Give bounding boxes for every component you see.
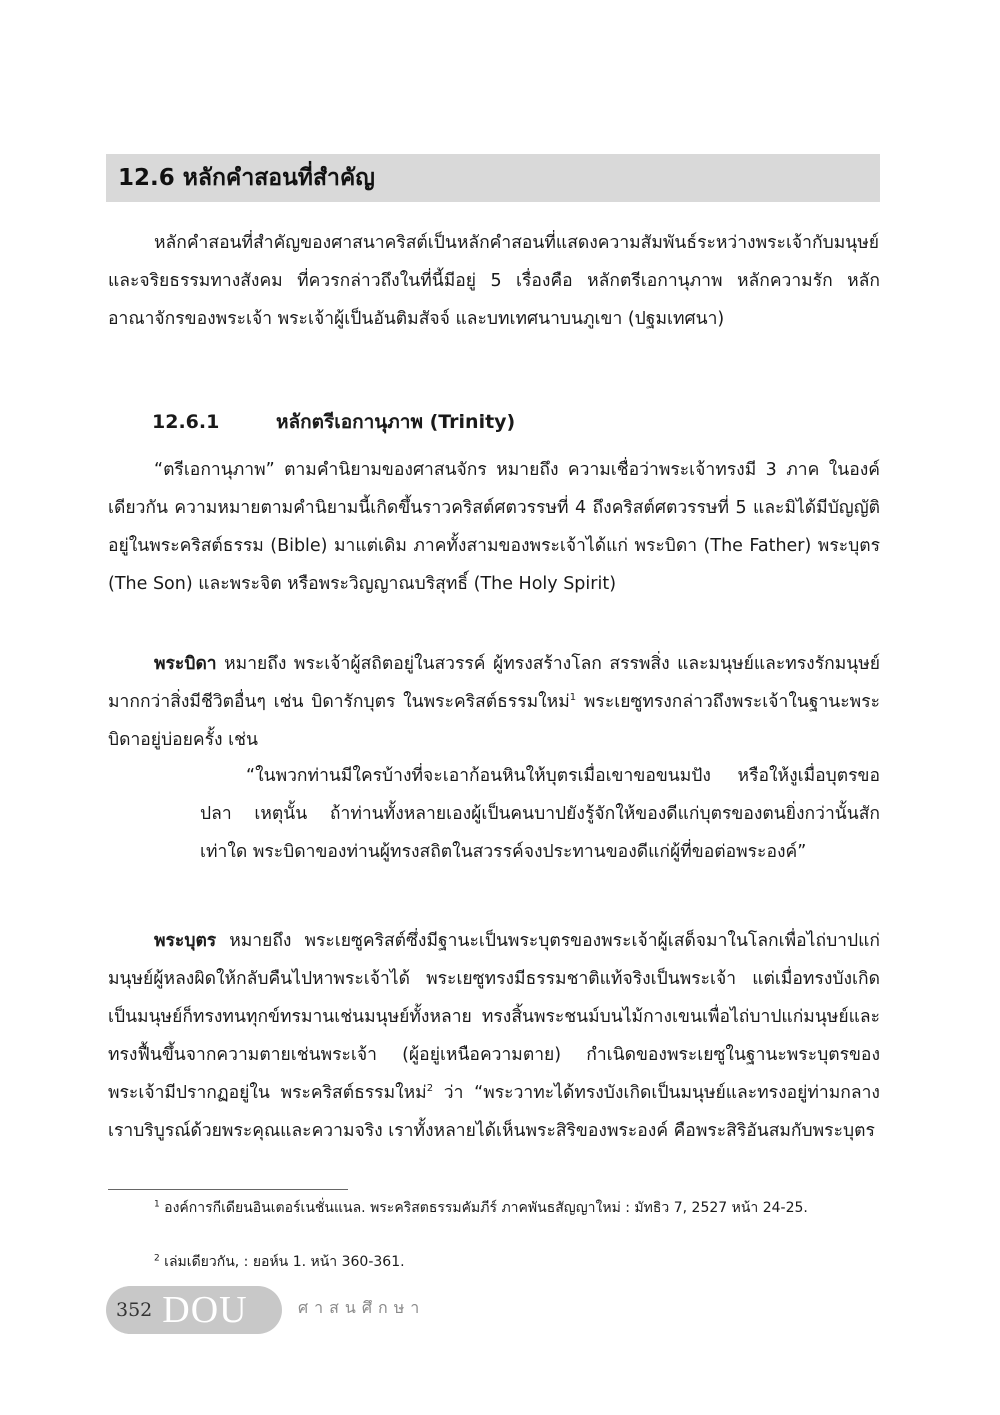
dou-logo: DOU xyxy=(162,1289,248,1331)
father-text: หมายถึง พระเจ้าผู้สถิตอยู่ในสวรรค์ ผู้ทรงสร้างโลก สรรพสิ่ง และมนุษย์และทรงรักมนุษย์มากกว่าสิ่งมีชีวิตอื่นๆ เช่น บิดารักบุตร ในพระคริสต์ธรรมใหม่ xyxy=(108,654,880,712)
quote-text: “ในพวกท่านมีใครบ้างที่จะเอาก้อนหินให้บุตรเมื่อเขาขอขนมปัง หรือให้งูเมื่อบุตรขอปลา เหตุนั้น ถ้าท่านทั้งหลายเองผู้เป็นคนบาปยังรู้จักให้ของดีแก่บุตรของตนยิ่งกว่านั้นสักเท่าใด พระบิดาของท่านผู้ทรงสถิตในสวรรค์จงประทานของดีแก่ผู้ที่ขอต่อพระองค์” xyxy=(200,766,880,862)
footnote-divider xyxy=(108,1189,348,1190)
footnote-ref-2[interactable]: 2 xyxy=(426,1083,434,1095)
trinity-definition-paragraph: “ตรีเอกานุภาพ” ตามคำนิยามของศาสนจักร หมายถึง ความเชื่อว่าพระเจ้าทรงมี 3 ภาค ในองค์เดียวกัน ความหมายตามคำนิยามนี้เกิดขึ้นราวคริสต์ศตวรรษที่ 4 ถึงคริสต์ศตวรรษที่ 5 และมิได้มีบัญญัติอยู่ในพระคริสต์ธรรม (Bible) มาแต่เดิม ภาคทั้งสามของพระเจ้าได้แก่ พระบิดา (The Father) พระบุตร (The Son) และพระจิต หรือพระวิญญาณบริสุทธิ์ (The Holy Spirit) xyxy=(108,460,880,594)
footnote-1 xyxy=(108,1195,880,1221)
page-number: 352 xyxy=(116,1299,153,1321)
section-header-bar xyxy=(106,154,880,202)
son-term: พระบุตร xyxy=(154,931,217,951)
footnote-text: เล่มเดียวกัน, : ยอห์น 1. หน้า 360-361. xyxy=(159,1254,405,1270)
son-paragraph xyxy=(108,922,880,1150)
subsection-title: หลักตรีเอกานุภาพ (Trinity) xyxy=(276,411,516,433)
footer-badge xyxy=(106,1286,282,1334)
son-text-continued: ว่า “พระวาทะได้ทรงบังเกิดเป็นมนุษย์และทรงอยู่ท่ามกลางเราบริบูรณ์ด้วยพระคุณและความจริง เราทั้งหลายได้เห็นพระสิริของพระองค์ คือพระสิริอันสมกับพระบุตร xyxy=(108,1083,880,1141)
footnote-marker: 1 xyxy=(154,1199,160,1210)
subsection-number: 12.6.1 xyxy=(152,411,220,433)
footnote-ref-1[interactable]: 1 xyxy=(569,692,577,704)
footnote-text: องค์การกีเดียนอินเตอร์เนชั่นแนล. พระคริสตธรรมคัมภีร์ ภาคพันธสัญญาใหม่ : มัทธิว 7, 2527 หน้า 24-25. xyxy=(159,1200,808,1216)
father-text-continued: พระเยซูทรงกล่าวถึงพระเจ้าในฐานะพระบิดาอยู่บ่อยครั้ง เช่น xyxy=(108,692,881,750)
subsection-heading xyxy=(152,407,515,437)
son-text: หมายถึง พระเยซูคริสต์ซึ่งมีฐานะเป็นพระบุตรของพระเจ้าผู้เสด็จมาในโลกเพื่อไถ่บาปแก่มนุษย์ผู้หลงผิดให้กลับคืนไปหาพระเจ้าได้ พระเยซูทรงมีธรรมชาติแท้จริงเป็นพระเจ้า แต่เมื่อทรงบังเกิดเป็นมนุษย์ก็ทรงทนทุกข์ทรมานเช่นมนุษย์ทั้งหลาย ทรงสิ้นพระชนม์บนไม้กางเขนเพื่อไถ่บาปแก่มนุษย์และทรงฟื้นขึ้นจากความตายเช่นพระเจ้า (ผู้อยู่เหนือความตาย) กำเนิดของพระเยซูในฐานะพระบุตรของพระเจ้ามีปรากฏอยู่ใน พระคริสต์ธรรมใหม่ xyxy=(108,931,880,1103)
father-paragraph xyxy=(108,645,880,759)
footnote-2 xyxy=(154,1249,926,1275)
scripture-quote xyxy=(200,757,880,871)
course-title: ศาสนศึกษา xyxy=(298,1298,426,1317)
intro-paragraph: หลักคำสอนที่สำคัญของศาสนาคริสต์เป็นหลักคำสอนที่แสดงความสัมพันธ์ระหว่างพระเจ้ากับมนุษย์และจริยธรรมทางสังคม ที่ควรกล่าวถึงในที่นี้มีอยู่ 5 เรื่องคือ หลักตรีเอกานุภาพ หลักความรัก หลักอาณาจักรของพระเจ้า พระเจ้าผู้เป็นอันติมสัจจ์ และบทเทศนาบนภูเขา (ปฐมเทศนา) xyxy=(108,233,880,329)
section-title: 12.6 หลักคำสอนที่สำคัญ xyxy=(118,165,375,191)
footnote-marker: 2 xyxy=(154,1253,160,1264)
father-term: พระบิดา xyxy=(154,654,217,674)
